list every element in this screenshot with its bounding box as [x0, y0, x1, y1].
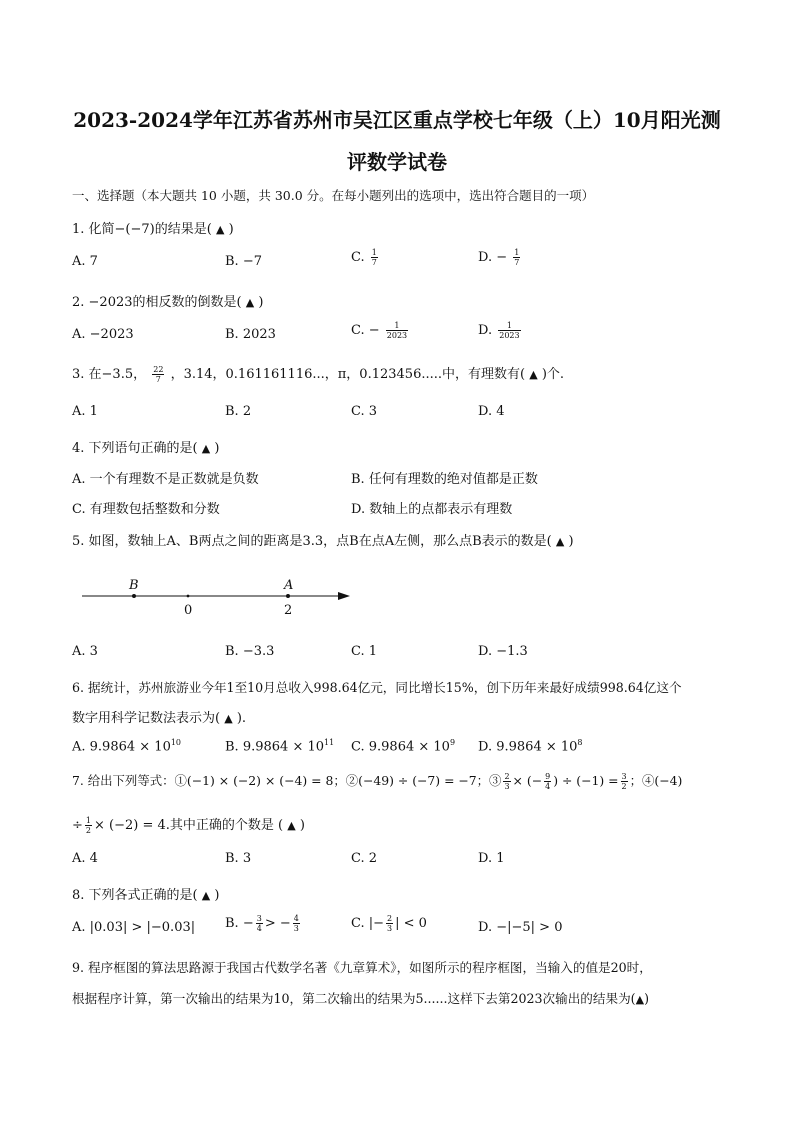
- point-origin: [187, 595, 190, 598]
- answer-mark: ▲: [201, 442, 211, 455]
- fraction: $\frac{1}{7}$: [514, 248, 520, 267]
- fraction: $\frac{1}{7}$: [371, 248, 377, 267]
- option-c: C. $9.9864 \times 10^9$: [351, 738, 456, 755]
- option-a: A. 4: [72, 851, 98, 866]
- question-2: 2. −2023的相反数的倒数是( ▲ ): [72, 295, 264, 310]
- option-c: C. 有理数包括整数和分数: [72, 502, 220, 517]
- axis-arrow-icon: [338, 592, 350, 600]
- question-3: 3. 在−3.5， $\frac{22}{7}$ ，3.14，0.161161116...，π，0.123456.....中，有理数有( ▲ )个.: [72, 365, 565, 384]
- fraction: $\frac{1}{2023}$: [499, 321, 520, 340]
- tick-label-0: 0: [184, 603, 193, 618]
- question-9-line1: 9. 程序框图的算法思路源于我国古代数学名著《九章算术》，如图所示的程序框图，当输入的值是20时，: [72, 960, 652, 975]
- answer-mark: ▲: [224, 712, 233, 725]
- answer-mark: ▲: [555, 535, 565, 548]
- option-a: A. $9.9864 \times 10^{10}$: [72, 738, 182, 755]
- exam-title-line2: 评数学试卷: [347, 150, 447, 174]
- option-b: B. 3: [225, 851, 252, 866]
- option-d: D. −1.3: [478, 644, 528, 659]
- point-b: [132, 594, 136, 598]
- option-c: C. 2: [351, 851, 378, 866]
- option-a: A. 3: [72, 644, 98, 659]
- label-a: A: [284, 578, 294, 593]
- option-d: D. −|−5| > 0: [478, 920, 563, 935]
- fraction: $\frac{22}{7}$: [153, 365, 164, 384]
- option-d: D. 数轴上的点都表示有理数: [351, 502, 513, 517]
- option-d: D. 4: [478, 404, 505, 419]
- point-a: [286, 594, 290, 598]
- question-stem: 2. −2023的相反数的倒数是(: [72, 295, 242, 310]
- option-b: B. 2: [225, 404, 252, 419]
- option-a: A. 1: [72, 404, 98, 419]
- option-b: B. $9.9864 \times 10^{11}$: [225, 738, 335, 755]
- question-9-line2: 根据程序计算，第一次输出的结果为10，第二次输出的结果为5......这样下去第2023次输出的结果为(▲): [72, 991, 649, 1006]
- option-c: C. |− $\frac{2}{3}$ | < 0: [351, 914, 427, 933]
- exam-title-line1: 2023-2024学年江苏省苏州市吴江区重点学校七年级（上）10月阳光测: [73, 108, 721, 132]
- option-d: D. − $\frac{1}{7}$: [478, 248, 520, 267]
- answer-mark: ▲: [287, 819, 296, 832]
- question-7-line2: ÷ $\frac{1}{2}$ × (−2) = 4.其中正确的个数是 ( ▲ ): [72, 816, 305, 835]
- question-8: 8. 下列各式正确的是( ▲ ): [72, 888, 220, 903]
- option-b: B. 任何有理数的绝对值都是正数: [351, 472, 538, 487]
- answer-mark: ▲: [245, 296, 255, 309]
- answer-mark: ▲: [215, 223, 225, 236]
- answer-mark: ▲: [635, 993, 645, 1006]
- answer-mark: ▲: [529, 368, 538, 381]
- option-a: A. 7: [72, 254, 98, 269]
- option-a: A. 一个有理数不是正数就是负数: [72, 472, 259, 487]
- option-b: B. 2023: [225, 327, 276, 342]
- label-b: B: [129, 578, 139, 593]
- option-d: D. $9.9864 \times 10^8$: [478, 738, 583, 755]
- question-4: 4. 下列语句正确的是( ▲ ): [72, 441, 220, 456]
- option-a: A. |0.03| > |−0.03|: [72, 920, 196, 935]
- option-b: B. − $\frac{3}{4}$ > − $\frac{4}{3}$: [225, 914, 299, 933]
- section-heading: 一、选择题（本大题共 10 小题，共 30.0 分。在每小题列出的选项中，选出符合题目的一项）: [72, 188, 595, 203]
- question-stem: 1. 化简−(−7)的结果是(: [72, 222, 212, 237]
- option-d: D. $\frac{1}{2023}$: [478, 321, 520, 340]
- question-7-line1: 7. 给出下列等式：①(−1) × (−2) × (−4) = 8；②(−49) ÷ (−7) = −7；③ $\frac{2}{3}$ × (− $\frac{9}{4}$ ) ÷ (−1) = $\frac{3}{2}$ ；④(−4): [72, 772, 683, 791]
- question-6-line1: 6. 据统计，苏州旅游业今年1至10月总收入998.64亿元，同比增长15%，创下历年来最好成绩998.64亿这个: [72, 680, 682, 695]
- option-b: B. −7: [225, 254, 262, 269]
- option-c: C. − $\frac{1}{2023}$: [351, 321, 408, 340]
- option-c: C. $\frac{1}{7}$: [351, 248, 377, 267]
- answer-mark: ▲: [201, 889, 211, 902]
- option-b: B. −3.3: [225, 644, 275, 659]
- question-5: 5. 如图，数轴上A、B两点之间的距离是3.3，点B在点A左侧，那么点B表示的数是( ▲ ): [72, 534, 574, 549]
- option-c: C. 1: [351, 644, 378, 659]
- question-6-line2: 数字用科学记数法表示为( ▲ ).: [72, 711, 247, 726]
- option-d: D. 1: [478, 851, 505, 866]
- tick-label-2: 2: [284, 603, 293, 618]
- option-c: C. 3: [351, 404, 378, 419]
- fraction: $\frac{1}{2023}$: [386, 321, 408, 340]
- number-line-figure: [76, 572, 356, 618]
- option-a: A. −2023: [72, 327, 134, 342]
- question-1: 1. 化简−(−7)的结果是( ▲ ): [72, 222, 234, 237]
